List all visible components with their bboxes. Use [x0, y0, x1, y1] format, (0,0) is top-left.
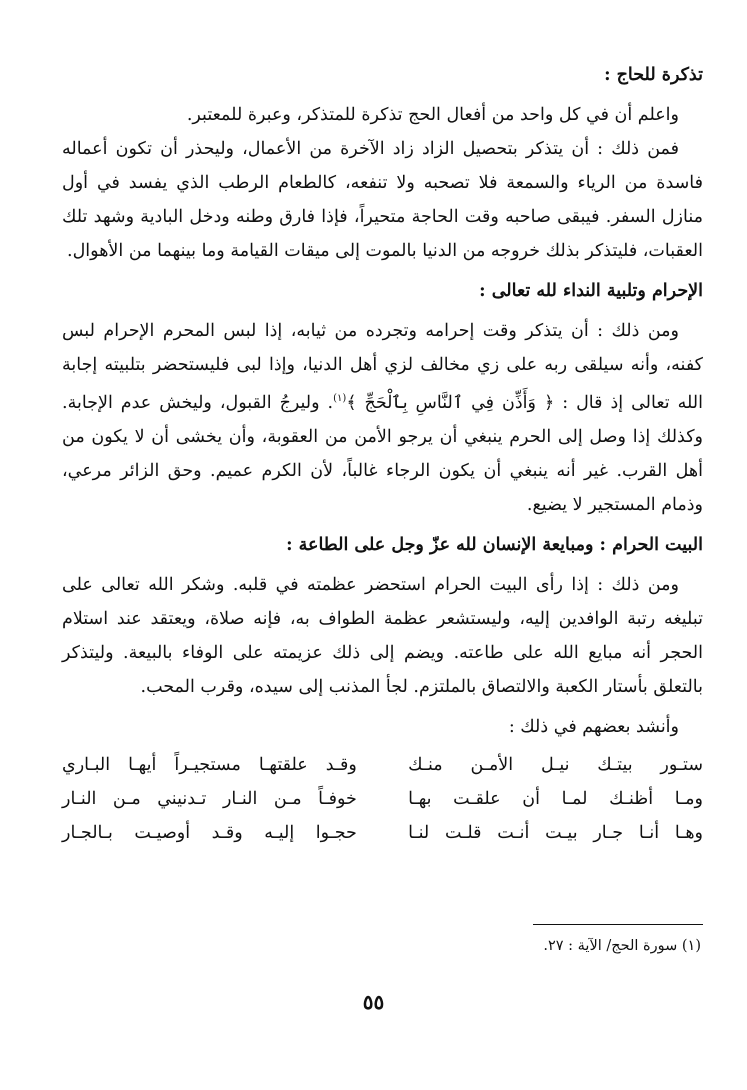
quran-verse: ﴿ وَأَذِّن فِي ٱلنَّاسِ بِٱلْحَجِّ ﴾	[346, 392, 555, 413]
poem-intro: وأنشد بعضهم في ذلك :	[508, 716, 679, 737]
footnote-divider	[533, 924, 703, 925]
section-heading-ihram: الإحرام وتلبية النداء لله تعالى :	[479, 281, 703, 301]
paragraph: ومن ذلك : إذا رأى البيت الحرام استحضر عظمته في قلبه. وشكر الله تعالى على تبليغه رتبة الوافدين إليه، وليستشعر عظمة الطواف به، فإنه صلاة، ويعتقد عند استلام الحجر أنه مبايع الله على طاعته. ويضم إلى ذلك عزيمته على الوفاء بالبيعة. وليتذكر بالتعلق بأستار الكعبة والالتصاق بالملتزم. لجأ المذنب إلى سيده، وقرب المحب.	[62, 574, 703, 697]
poem-line	[62, 782, 703, 816]
paragraph: فمن ذلك : أن يتذكر بتحصيل الزاد زاد الآخرة من الأعمال، وليحذر أن تكون أعماله فاسدة من الرياء والسمعة فلا تصحبه ولا تنفعه، كالطعام الرطب الذي يفسد في أول منازل السفر. فيبقى صاحبه وقت الحاجة متحيراً، فإذا فارق وطنه ودخل البادية وشهد تلك العقبات، فليتذكر بذلك خروجه من الدنيا بالموت إلى ميقات القيامة وما بينهما من الأهوال.	[62, 139, 703, 261]
poem-hemistich-second: خوفـاً مـن النـار تـدنيني مـن النـار	[62, 788, 357, 809]
poem-hemistich-first: ومـا أظنـك لمـا أن علقـت بهـا	[408, 788, 703, 809]
poem-hemistich-first: ستـور بيتـك نيـل الأمـن منـك	[408, 754, 703, 775]
poem-line	[62, 816, 703, 850]
poem-hemistich-second: وقـد علقتهـا مستجيـراً أيهـا البـاري	[62, 754, 357, 775]
footnote: (١) سورة الحج/ الآية : ٢٧.	[543, 938, 701, 954]
paragraph-text: ومن ذلك : أن يتذكر وقت إحرامه وتجرده من ثيابه، إذا لبس المحرم الإحرام لبس كفنه، وأنه سيلقى ربه على زي مخالف لزي أهل الدنيا، وإذا لبى فليستحضر بتلبيته إجابة الله تعالى إذ قال :	[62, 321, 703, 413]
section-heading-pilgrim-reminder: تذكرة للحاج :	[604, 65, 703, 85]
paragraph-text: . وليرجُ القبول، وليخش عدم الإجابة. وكذلك إذا وصل إلى الحرم ينبغي أن يرجو الأمن من العقوبة، وأن يخشى أن لا يكون من أهل القرب. غير أنه ينبغي أن يكون الرجاء غالباً، لأن الكرم عميم. وحق الزائر مرعي، وذمام المستجير لا يضيع.	[62, 392, 703, 515]
poem-line	[62, 748, 703, 782]
paragraph-with-verse	[62, 314, 703, 522]
page-body	[62, 58, 703, 850]
paragraph: واعلم أن في كل واحد من أفعال الحج تذكرة للمتذكر، وعبرة للمعتبر.	[186, 105, 679, 125]
poem-hemistich-first: وهـا أنـا جـار بيـت أنـت قلـت لنـا	[408, 822, 703, 843]
page-number: ٥٥	[362, 990, 385, 1014]
poem	[62, 748, 703, 850]
section-heading-sacred-house: البيت الحرام : ومبايعة الإنسان لله عزّ وجل على الطاعة :	[286, 534, 703, 555]
footnote-marker: (١)	[333, 393, 347, 404]
poem-hemistich-second: حجـوا إليـه وقـد أوصيـت بـالجـار	[62, 822, 357, 843]
